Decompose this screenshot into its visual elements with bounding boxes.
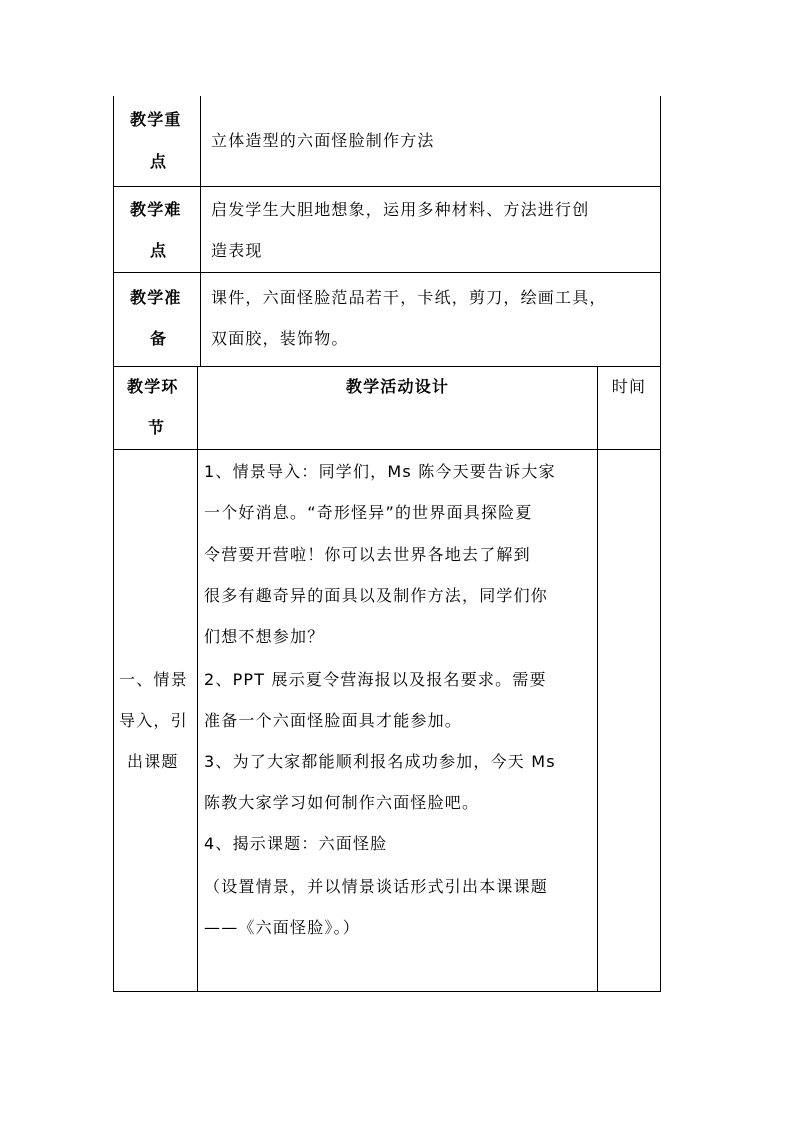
key-point-label: 点: [150, 152, 168, 171]
preparation-content: 课件，六面怪脸范品若干，卡纸，剪刀，绘画工具，: [211, 288, 607, 307]
table-left-border: [113, 96, 114, 992]
row-divider: [113, 186, 661, 187]
preparation-content: 双面胶，装饰物。: [211, 329, 349, 348]
row-divider: [113, 272, 661, 273]
activity-line: 很多有趣奇异的面具以及制作方法，同学们你: [204, 586, 549, 605]
time-header: 时间: [611, 377, 647, 396]
activity-stage: 出课题: [127, 752, 179, 771]
activity-line: 一个好消息。“奇形怪异”的世界面具探险夏: [204, 503, 533, 522]
table-bottom-border: [113, 991, 661, 992]
stage-header: 教学环: [127, 377, 179, 396]
activity-line: 2、PPT 展示夏令营海报以及报名要求。需要: [204, 670, 547, 689]
activity-line: 3、为了大家都能顺利报名成功参加，今天 Ms: [204, 752, 556, 771]
activity-line: 准备一个六面怪脸面具才能参加。: [204, 711, 463, 730]
key-point-content: 立体造型的六面怪脸制作方法: [211, 131, 435, 150]
key-point-label: 教学重: [130, 110, 182, 129]
activity-line: 们想不想参加？: [204, 627, 325, 646]
activity-line: （设置情景，并以情景谈话形式引出本课课题: [204, 877, 549, 896]
stage-column-divider: [197, 366, 198, 992]
difficulty-label: 教学难: [130, 200, 182, 219]
table-right-border: [660, 96, 661, 992]
activity-line: 陈教大家学习如何制作六面怪脸吧。: [204, 793, 480, 812]
time-column-divider: [597, 366, 598, 992]
activity-line: 令营要开营啦！你可以去世界各地去了解到: [204, 545, 531, 564]
preparation-label: 教学准: [130, 288, 182, 307]
difficulty-content: 造表现: [211, 241, 263, 260]
difficulty-content: 启发学生大胆地想象，运用多种材料、方法进行创: [211, 200, 590, 219]
row-divider: [113, 449, 661, 450]
design-header: 教学活动设计: [345, 377, 450, 396]
difficulty-label: 点: [150, 241, 168, 260]
activity-line: 4、揭示课题：六面怪脸: [204, 834, 388, 853]
label-column-divider: [200, 96, 201, 366]
activity-stage: 一、情景: [119, 670, 188, 689]
stage-header: 节: [148, 418, 166, 437]
row-divider: [113, 366, 661, 367]
activity-stage: 导入，引: [119, 711, 188, 730]
activity-line: ——《六面怪脸》。）: [204, 918, 361, 937]
preparation-label: 备: [150, 329, 168, 348]
activity-line: 1、情景导入：同学们，Ms 陈今天要告诉大家: [204, 462, 556, 481]
